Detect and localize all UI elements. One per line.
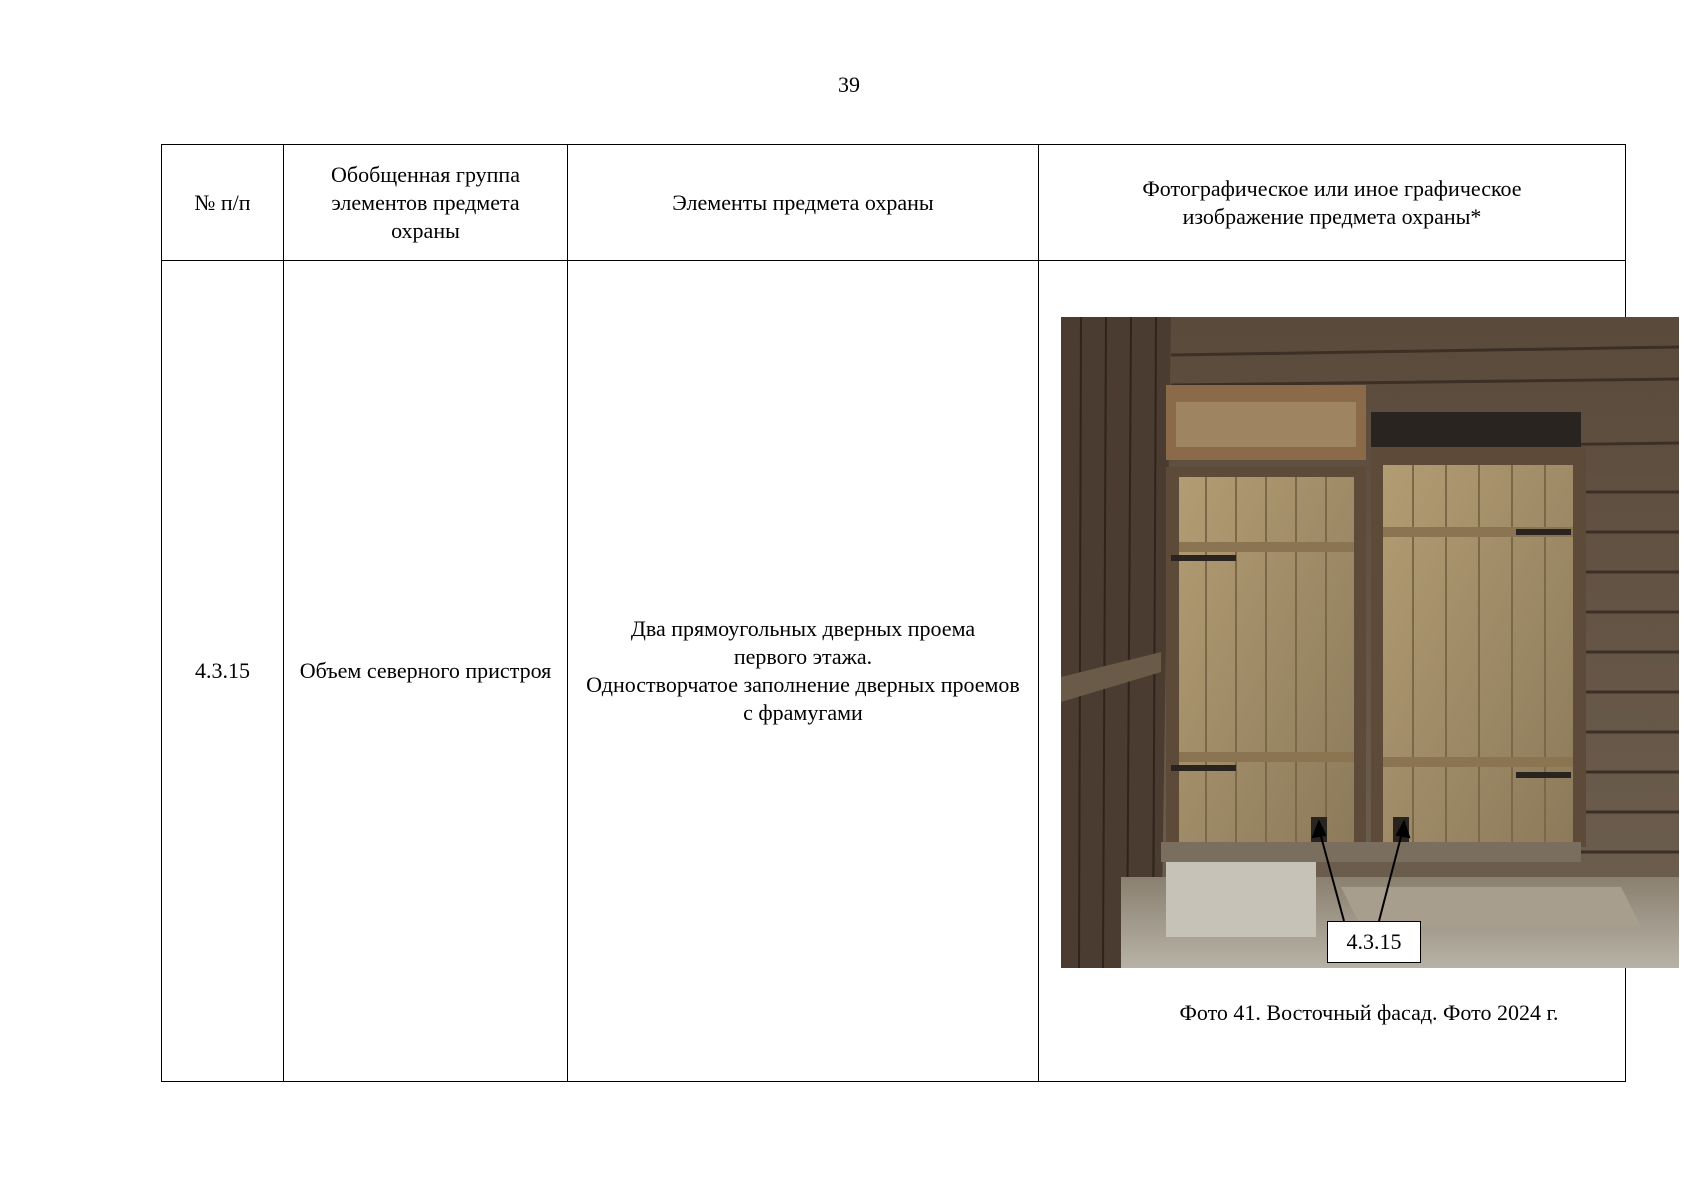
row-elements-line1: Два прямоугольных дверных проема первого этажа. — [630, 616, 976, 669]
row-num: 4.3.15 — [162, 261, 284, 1082]
row-elements-line2: Одностворчатое заполнение дверных проемов с фрамугами — [586, 672, 1020, 725]
header-image — [1039, 145, 1626, 261]
header-elements: Элементы предмета охраны — [568, 145, 1039, 261]
header-num: № п/п — [162, 145, 284, 261]
row-group: Объем северного пристроя — [284, 261, 568, 1082]
row-elements — [568, 261, 1039, 1082]
photo-callout-label: 4.3.15 — [1327, 921, 1421, 963]
row-photo-cell — [1039, 261, 1626, 1082]
page-number: 39 — [838, 72, 860, 97]
photo-caption: Фото 41. Восточный фасад. Фото 2024 г. — [1179, 1000, 1559, 1025]
header-group: Обобщенная группа элементов предмета охраны — [284, 145, 568, 261]
table-row — [162, 261, 1626, 1082]
table-header-row — [162, 145, 1626, 261]
header-image-text: Фотографическое или иное графическое изображение предмета охраны* — [1142, 175, 1522, 229]
photo-east-facade — [1061, 317, 1679, 968]
protection-table — [161, 144, 1626, 1082]
photo-illustration — [1061, 317, 1679, 968]
